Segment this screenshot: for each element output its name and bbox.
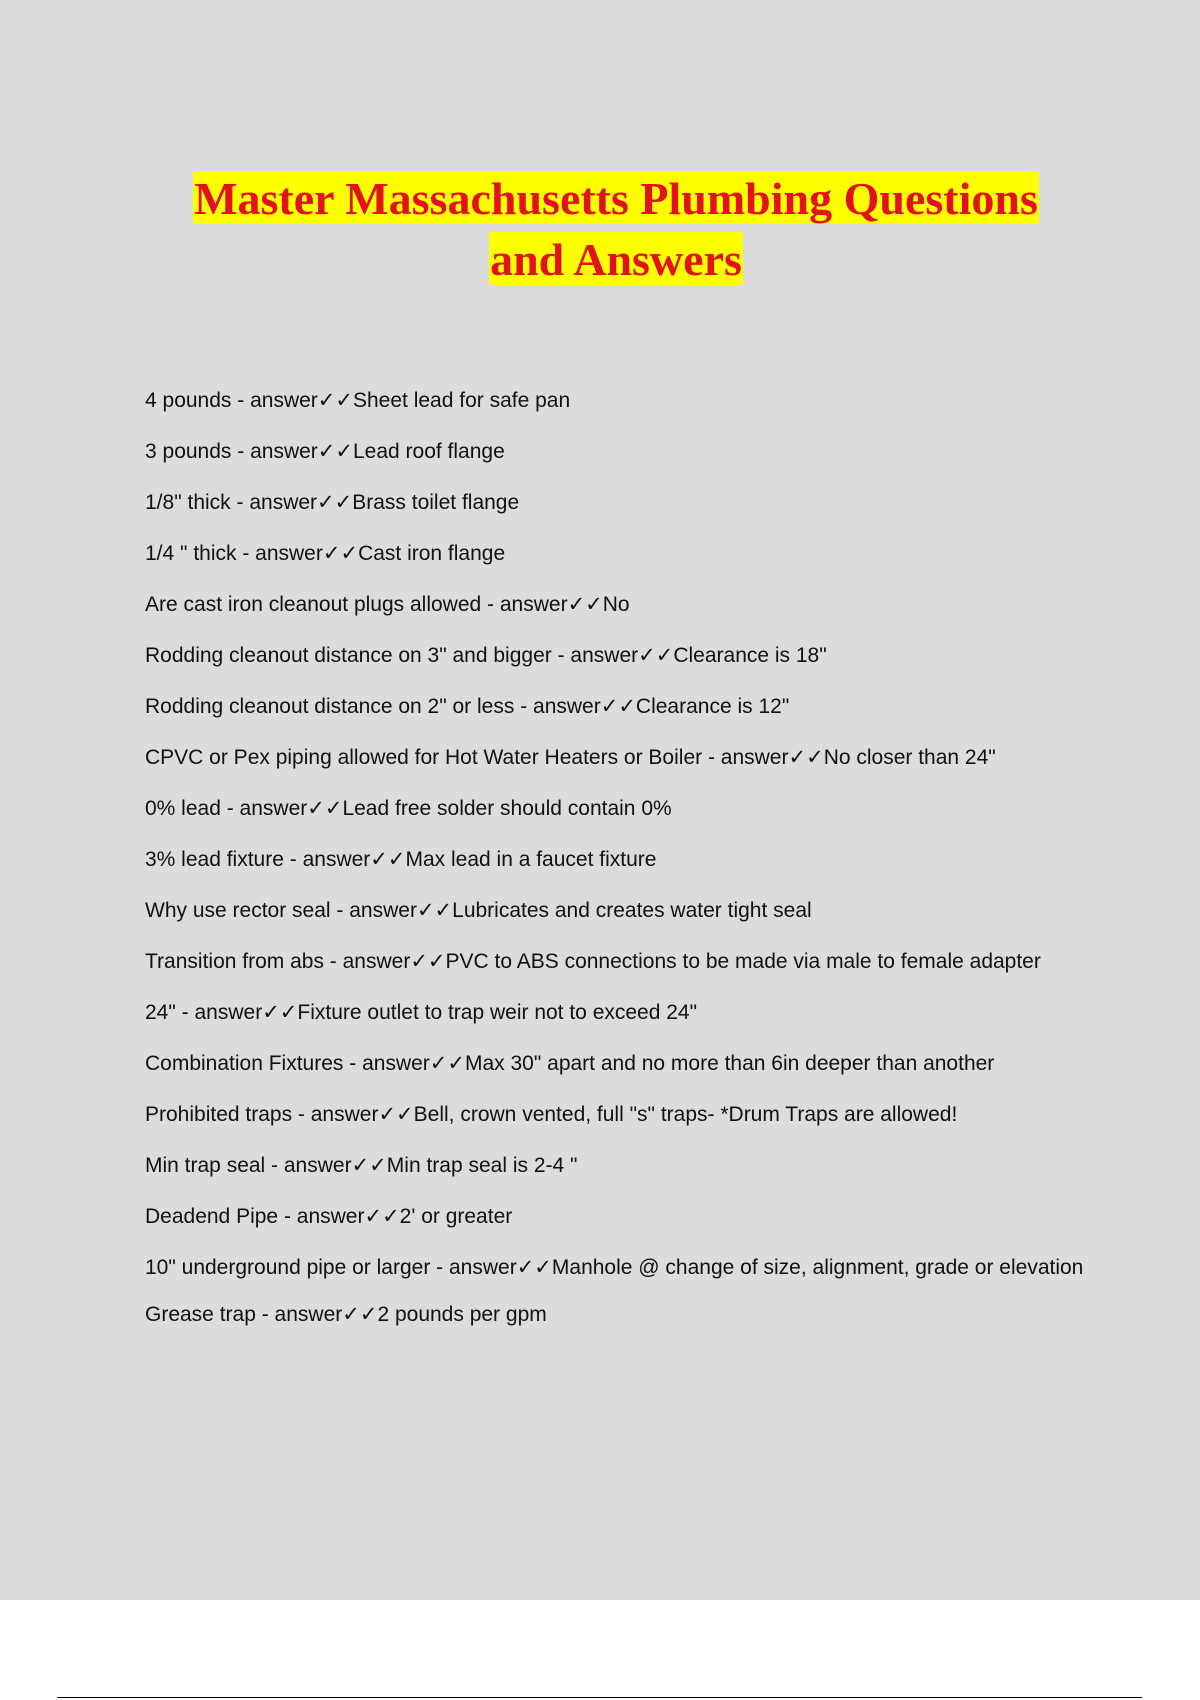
qa-item	[145, 436, 1105, 468]
double-check-icon: ✓✓	[307, 797, 343, 820]
qa-question: Rodding cleanout distance on 3" and bigger	[145, 644, 552, 667]
qa-question: Deadend Pipe	[145, 1205, 279, 1228]
qa-answer: Sheet lead for safe pan	[352, 389, 571, 412]
qa-answer: Min trap seal is 2-4 "	[386, 1154, 578, 1177]
answer-separator: - answer	[514, 695, 601, 718]
qa-answer: Clearance is 18"	[673, 644, 827, 667]
qa-answer: No closer than 24"	[823, 746, 996, 769]
qa-item	[145, 487, 1105, 519]
qa-answer: No	[602, 593, 630, 616]
double-check-icon: ✓✓	[429, 1052, 465, 1075]
answer-separator: - answer	[343, 1052, 430, 1075]
qa-question: 4 pounds	[145, 389, 232, 412]
answer-separator: - answer	[231, 389, 318, 412]
answer-separator: - answer	[430, 1256, 517, 1279]
answer-separator: - answer	[231, 440, 318, 463]
qa-item	[145, 640, 1105, 672]
qa-question: 10" underground pipe or larger	[145, 1256, 431, 1279]
qa-question: 24"	[145, 1001, 176, 1024]
qa-answer: Manhole @ change of size, alignment, grade or elevation	[551, 1256, 1084, 1279]
qa-answer: 2 pounds per gpm	[377, 1303, 547, 1326]
double-check-icon: ✓✓	[317, 491, 353, 514]
qa-question: 1/4 " thick	[145, 542, 237, 565]
answer-separator: - answer	[292, 1103, 379, 1126]
double-check-icon: ✓✓	[370, 848, 406, 871]
double-check-icon: ✓✓	[378, 1103, 414, 1126]
answer-separator: - answer	[283, 848, 371, 871]
qa-item	[145, 1099, 1105, 1131]
qa-answer: Brass toilet flange	[352, 491, 520, 514]
qa-question: CPVC or Pex piping allowed for Hot Water Heaters or Boiler	[145, 746, 703, 769]
double-check-icon: ✓✓	[416, 899, 453, 922]
qa-answer: Max 30" apart and no more than 6in deeper than another	[464, 1052, 995, 1075]
qa-item	[145, 1048, 1105, 1080]
qa-question: Prohibited traps	[145, 1103, 293, 1126]
qa-question: 0% lead	[145, 797, 221, 820]
double-check-icon: ✓✓	[567, 593, 603, 616]
answer-separator: - answer	[175, 1001, 263, 1024]
double-check-icon: ✓✓	[410, 950, 446, 973]
double-check-icon: ✓✓	[317, 389, 353, 412]
qa-item	[145, 691, 1105, 723]
qa-question: 1/8" thick	[145, 491, 231, 514]
double-check-icon: ✓✓	[262, 1001, 298, 1024]
answer-separator: - answer	[236, 542, 323, 565]
double-check-icon: ✓✓	[364, 1205, 400, 1228]
qa-item	[145, 1299, 1105, 1331]
qa-item	[145, 385, 1105, 417]
qa-item	[145, 946, 1105, 978]
double-check-icon: ✓✓	[317, 440, 353, 463]
answer-separator: - answer	[551, 644, 639, 667]
double-check-icon: ✓✓	[788, 746, 824, 769]
qa-answer: Fixture outlet to trap weir not to exceed 24"	[297, 1001, 698, 1024]
qa-item	[145, 895, 1105, 927]
answer-separator: - answer	[481, 593, 568, 616]
title-line-2: and Answers	[490, 234, 742, 285]
answer-separator: - answer	[230, 491, 318, 514]
qa-answer: Lead free solder should contain 0%	[342, 797, 672, 820]
answer-separator: - answer	[255, 1303, 343, 1326]
answer-separator: - answer	[702, 746, 789, 769]
answer-separator: - answer	[265, 1154, 352, 1177]
qa-answer: 2' or greater	[399, 1205, 513, 1228]
qa-question: Rodding cleanout distance on 2" or less	[145, 695, 515, 718]
qa-question: 3% lead fixture	[145, 848, 284, 871]
double-check-icon: ✓✓	[342, 1303, 378, 1326]
answer-separator: - answer	[278, 1205, 365, 1228]
double-check-icon: ✓✓	[600, 695, 636, 718]
document-title	[0, 168, 1200, 290]
qa-question: Grease trap	[145, 1303, 256, 1326]
answer-separator: - answer	[323, 950, 411, 973]
qa-question: Why use rector seal	[145, 899, 331, 922]
qa-answer: Cast iron flange	[358, 542, 506, 565]
answer-separator: - answer	[220, 797, 308, 820]
qa-question: 3 pounds	[145, 440, 232, 463]
qa-answer: Clearance is 12"	[635, 695, 790, 718]
page-divider	[57, 1697, 1142, 1698]
double-check-icon: ✓✓	[351, 1154, 387, 1177]
qa-item	[145, 844, 1105, 876]
qa-item	[145, 538, 1105, 570]
qa-question: Are cast iron cleanout plugs allowed	[145, 593, 482, 616]
double-check-icon: ✓✓	[638, 644, 674, 667]
qa-item	[145, 793, 1105, 825]
qa-answer: PVC to ABS connections to be made via male to female adapter	[445, 950, 1041, 973]
qa-answer: Max lead in a faucet fixture	[405, 848, 657, 871]
qa-list	[145, 385, 1105, 1350]
answer-separator: - answer	[330, 899, 417, 922]
qa-item	[145, 1150, 1105, 1182]
qa-answer: Lead roof flange	[352, 440, 505, 463]
title-line-1: Master Massachusetts Plumbing Questions	[194, 173, 1038, 224]
double-check-icon: ✓✓	[322, 542, 359, 565]
qa-question: Transition from abs	[145, 950, 324, 973]
qa-question: Combination Fixtures	[145, 1052, 344, 1075]
qa-question: Min trap seal	[145, 1154, 266, 1177]
qa-item	[145, 589, 1105, 621]
qa-answer: Lubricates and creates water tight seal	[452, 899, 812, 922]
qa-item	[145, 1201, 1105, 1233]
double-check-icon: ✓✓	[516, 1256, 552, 1279]
qa-item	[145, 1252, 1105, 1284]
qa-item	[145, 742, 1105, 774]
qa-answer: Bell, crown vented, full "s" traps- *Drum Traps are allowed!	[413, 1103, 958, 1126]
qa-item	[145, 997, 1105, 1029]
